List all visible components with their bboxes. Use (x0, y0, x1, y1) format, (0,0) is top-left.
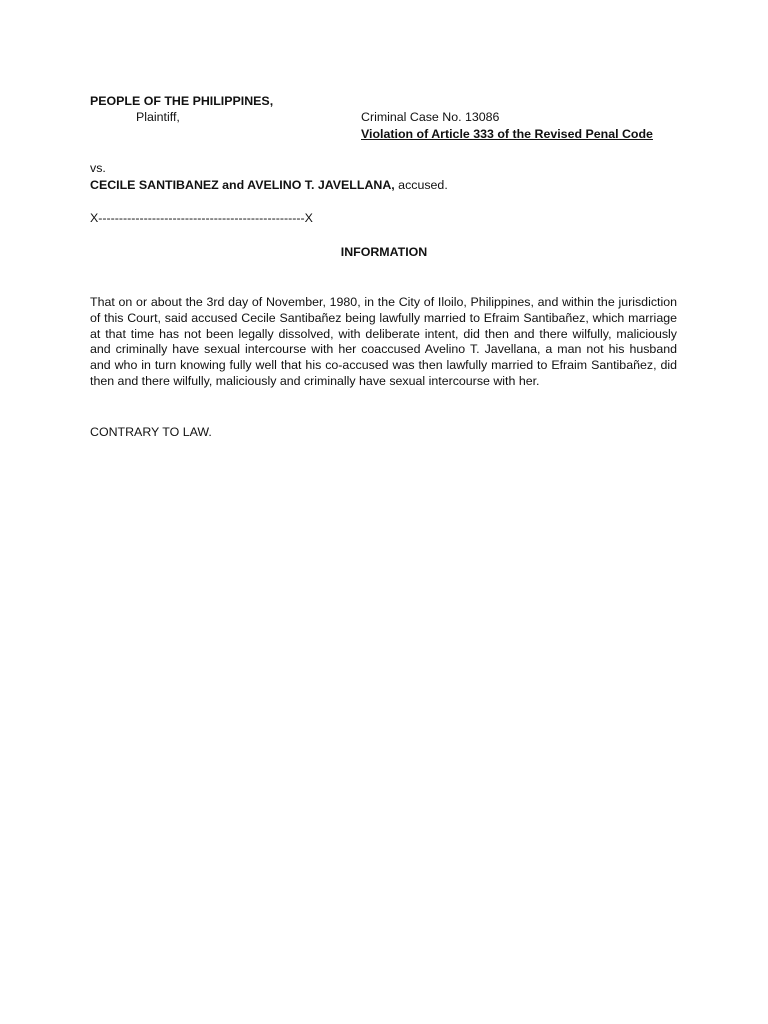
plaintiff-party: PEOPLE OF THE PHILIPPINES, (90, 94, 274, 108)
accused-role: accused. (394, 178, 448, 192)
violation-heading: Violation of Article 333 of the Revised Penal Code (361, 127, 653, 141)
accused-line (90, 177, 448, 193)
closing-statement: CONTRARY TO LAW. (90, 425, 212, 439)
versus-label: vs. (90, 161, 106, 175)
information-paragraph: That on or about the 3rd day of November, 1980, in the City of Iloilo, Philippines, and within the jurisdiction of this Court, said accused Cecile Santibañez being lawfully married to Efraim Santibañez, which marriage at that time has not been legally dissolved, with deliberate intent, did then and there wilfully, maliciously and criminally have sexual intercourse with her coaccused Avelino T. Javellana, a man not his husband and who in turn knowing fully well that his co-accused was then lawfully married to Efraim Santibañez, did then and there wilfully, maliciously and criminally have sexual intercourse with her. (90, 295, 677, 388)
case-number: Criminal Case No. 13086 (361, 110, 500, 124)
caption-separator: X--------------------------------------------------X (90, 211, 313, 225)
document-title: INFORMATION (340, 245, 428, 259)
plaintiff-role: Plaintiff, (136, 110, 180, 124)
accused-names: CECILE SANTIBANEZ and AVELINO T. JAVELLANA, (90, 178, 395, 192)
